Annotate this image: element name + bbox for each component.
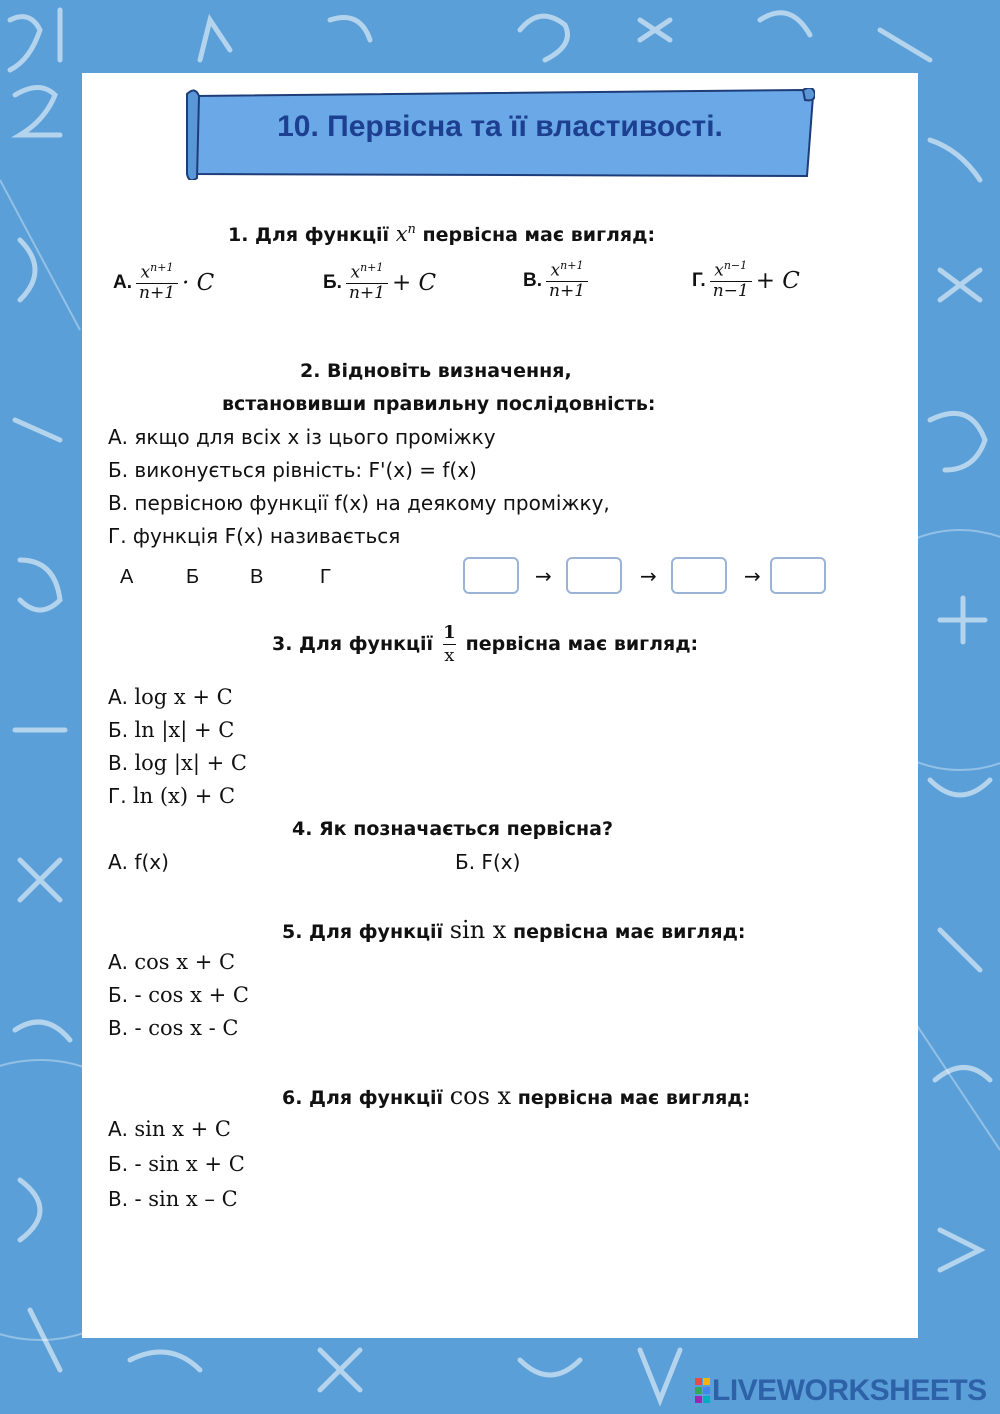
q3-option-d[interactable]: Г. ln (x) + C <box>108 784 236 808</box>
q3-text-after: первісна має вигляд: <box>465 633 699 656</box>
q3-option-b[interactable]: Б. ln |x| + C <box>108 718 235 742</box>
sequence-drop-box-1[interactable] <box>463 557 519 594</box>
liveworksheets-logo-icon <box>695 1378 711 1404</box>
q2-option-b: Б. виконується рівність: F'(x) = f(x) <box>108 458 477 482</box>
q3-option-a[interactable]: А. log x + C <box>108 685 233 709</box>
q1-option-a[interactable]: А. $\frac{x^{n+1}}{n+1}$ · C <box>113 261 215 304</box>
q1-option-d[interactable]: Г. $\frac{x^{n-1}}{n-1}$ + C <box>692 259 800 302</box>
sequence-drop-box-3[interactable] <box>671 557 727 594</box>
q6-option-a[interactable]: А. sin x + C <box>108 1117 231 1141</box>
sequence-drop-box-2[interactable] <box>566 557 622 594</box>
q5-function: sin x <box>449 916 507 944</box>
page-title: 10. Первісна та її властивості. <box>277 110 723 143</box>
question-2-line2: встановивши правильну послідовність: <box>222 393 656 415</box>
question-4: 4. Як позначається первісна? <box>292 818 613 840</box>
arrow-3: → <box>744 564 761 588</box>
seq-letter-c[interactable]: В <box>250 566 264 588</box>
q5-option-a[interactable]: А. cos x + C <box>108 950 236 974</box>
q1-option-b[interactable]: Б. $\frac{x^{n+1}}{n+1}$ + C <box>323 261 437 304</box>
sequence-drop-box-4[interactable] <box>770 557 826 594</box>
question-6: 6. Для функції cos x первісна має вигляд: <box>282 1082 751 1110</box>
question-3 <box>272 622 698 666</box>
q5-option-b[interactable]: Б. - cos x + C <box>108 983 249 1007</box>
q6-option-c[interactable]: В. - sin x – C <box>108 1187 238 1211</box>
question-2-line1: 2. Відновіть визначення, <box>300 360 572 382</box>
q1-text-after: первісна має вигляд: <box>422 224 656 246</box>
liveworksheets-logo-text: LIVEWORKSHEETS <box>712 1374 987 1407</box>
q3-text-before: 3. Для функції <box>272 633 434 656</box>
question-5: 5. Для функції sin x первісна має вигляд: <box>282 916 746 944</box>
q1-function: $x^n$ <box>395 222 416 246</box>
arrow-1: → <box>535 564 552 588</box>
q1-option-c[interactable]: В. $\frac{x^{n+1}}{n+1}$ <box>523 260 592 302</box>
q3-fraction: 1 x <box>443 622 456 666</box>
seq-letter-b[interactable]: Б <box>186 566 200 588</box>
q1-text-before: 1. Для функції <box>228 224 390 246</box>
q4-option-a[interactable]: А. f(x) <box>108 850 169 874</box>
q6-option-b[interactable]: Б. - sin x + C <box>108 1152 245 1176</box>
q4-option-b[interactable]: Б. F(x) <box>455 850 521 874</box>
seq-letter-d[interactable]: Г <box>320 566 331 588</box>
q6-function: cos x <box>449 1082 512 1110</box>
arrow-2: → <box>640 564 657 588</box>
question-1 <box>228 222 655 246</box>
q2-option-d: Г. функція F(x) називається <box>108 524 401 548</box>
q2-option-a: А. якщо для всіх x із цього проміжку <box>108 425 496 449</box>
seq-letter-a[interactable]: А <box>120 566 134 588</box>
q5-option-c[interactable]: В. - cos x - C <box>108 1016 239 1040</box>
q3-option-c[interactable]: В. log |x| + C <box>108 751 247 775</box>
q2-option-c: В. первісною функції f(x) на деякому проміжку, <box>108 491 610 515</box>
